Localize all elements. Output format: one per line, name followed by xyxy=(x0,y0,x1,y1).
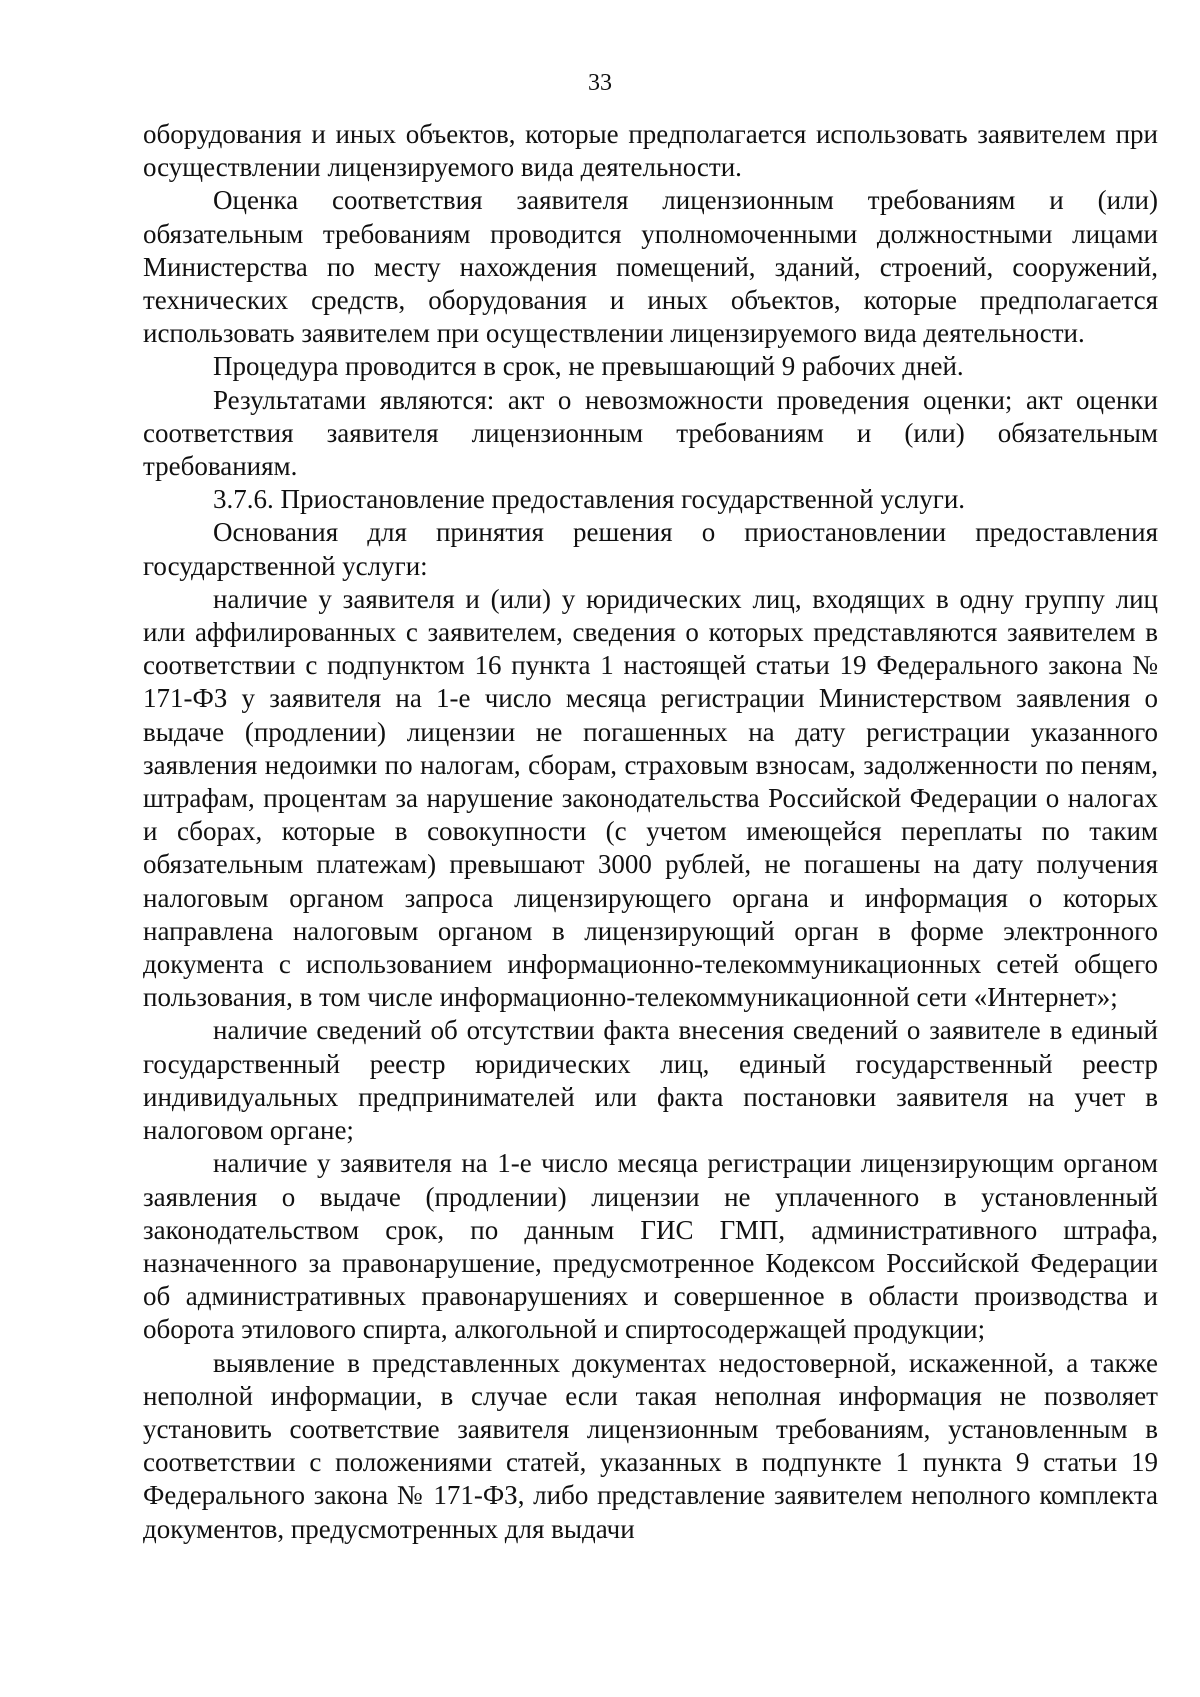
page-number: 33 xyxy=(588,70,612,96)
paragraph-results: Результатами являются: акт о невозможности проведения оценки; акт оценки соответствия заявителя лицензионным требованиям и (или) обязательным требованиям. xyxy=(143,384,1158,482)
list-item-unpaid-fine: наличие у заявителя на 1-е число месяца регистрации лицензирующим органом заявления о выдаче (продлении) лицензии не уплаченного в установленный законодательством срок, по данным ГИС ГМП, административного штрафа, назначенного за правонарушение, предусмотренное Кодексом Российской Федерации об административных правонарушениях и совершенное в области производства и оборота этилового спирта, алкогольной и спиртосодержащей продукции; xyxy=(143,1148,1158,1345)
list-item-registry-absence: наличие сведений об отсутствии факта внесения сведений о заявителе в единый государственный реестр юридических лиц, единый государственный реестр индивидуальных предпринимателей или факта постановки заявителя на учет в налоговом органе; xyxy=(143,1015,1158,1146)
paragraph-grounds: Основания для принятия решения о приостановлении предоставления государственной услуги: xyxy=(143,517,1158,581)
paragraph-continuation: оборудования и иных объектов, которые предполагается использовать заявителем при осуществлении лицензируемого вида деятельности. xyxy=(143,119,1158,183)
section-heading-3-7-6: 3.7.6. Приостановление предоставления государственной услуги. xyxy=(213,484,966,515)
paragraph-procedure-term: Процедура проводится в срок, не превышающий 9 рабочих дней. xyxy=(213,351,964,382)
paragraph-assessment: Оценка соответствия заявителя лицензионным требованиям и (или) обязательным требованиям проводится уполномоченными должностными лицами Министерства по месту нахождения помещений, зданий, строений, сооружений, технических средств, оборудования и иных объектов, которые предполагается использовать заявителем при осуществлении лицензируемого вида деятельности. xyxy=(143,185,1158,349)
list-item-tax-arrears: наличие у заявителя и (или) у юридических лиц, входящих в одну группу лиц или аффилированных с заявителем, сведения о которых представляются заявителем в соответствии с подпунктом 16 пункта 1 настоящей статьи 19 Федерального закона № 171-ФЗ у заявителя на 1-е число месяца регистрации Министерством заявления о выдаче (продлении) лицензии не погашенных на дату регистрации указанного заявления недоимки по налогам, сборам, страховым взносам, задолженности по пеням, штрафам, процентам за нарушение законодательства Российской Федерации о налогах и сборах, которые в совокупности (с учетом имеющейся переплаты по таким обязательным платежам) превышают 3000 рублей, не погашены на дату получения налоговым органом запроса лицензирующего органа и информация о которых направлена налоговым органом в лицензирующий орган в форме электронного документа с использованием информационно-телекоммуникационных сетей общего пользования, в том числе информационно-телекоммуникационной сети «Интернет»; xyxy=(143,583,1158,1013)
document-body xyxy=(143,118,1158,1546)
list-item-inaccurate-info: выявление в представленных документах недостоверной, искаженной, а также неполной информации, в случае если такая неполная информация не позволяет установить соответствие заявителя лицензионным требованиям, установленным в соответствии с положениями статей, указанных в подпункте 1 пункта 9 статьи 19 Федерального закона № 171-ФЗ, либо представление заявителем неполного комплекта документов, предусмотренных для выдачи xyxy=(143,1347,1158,1544)
